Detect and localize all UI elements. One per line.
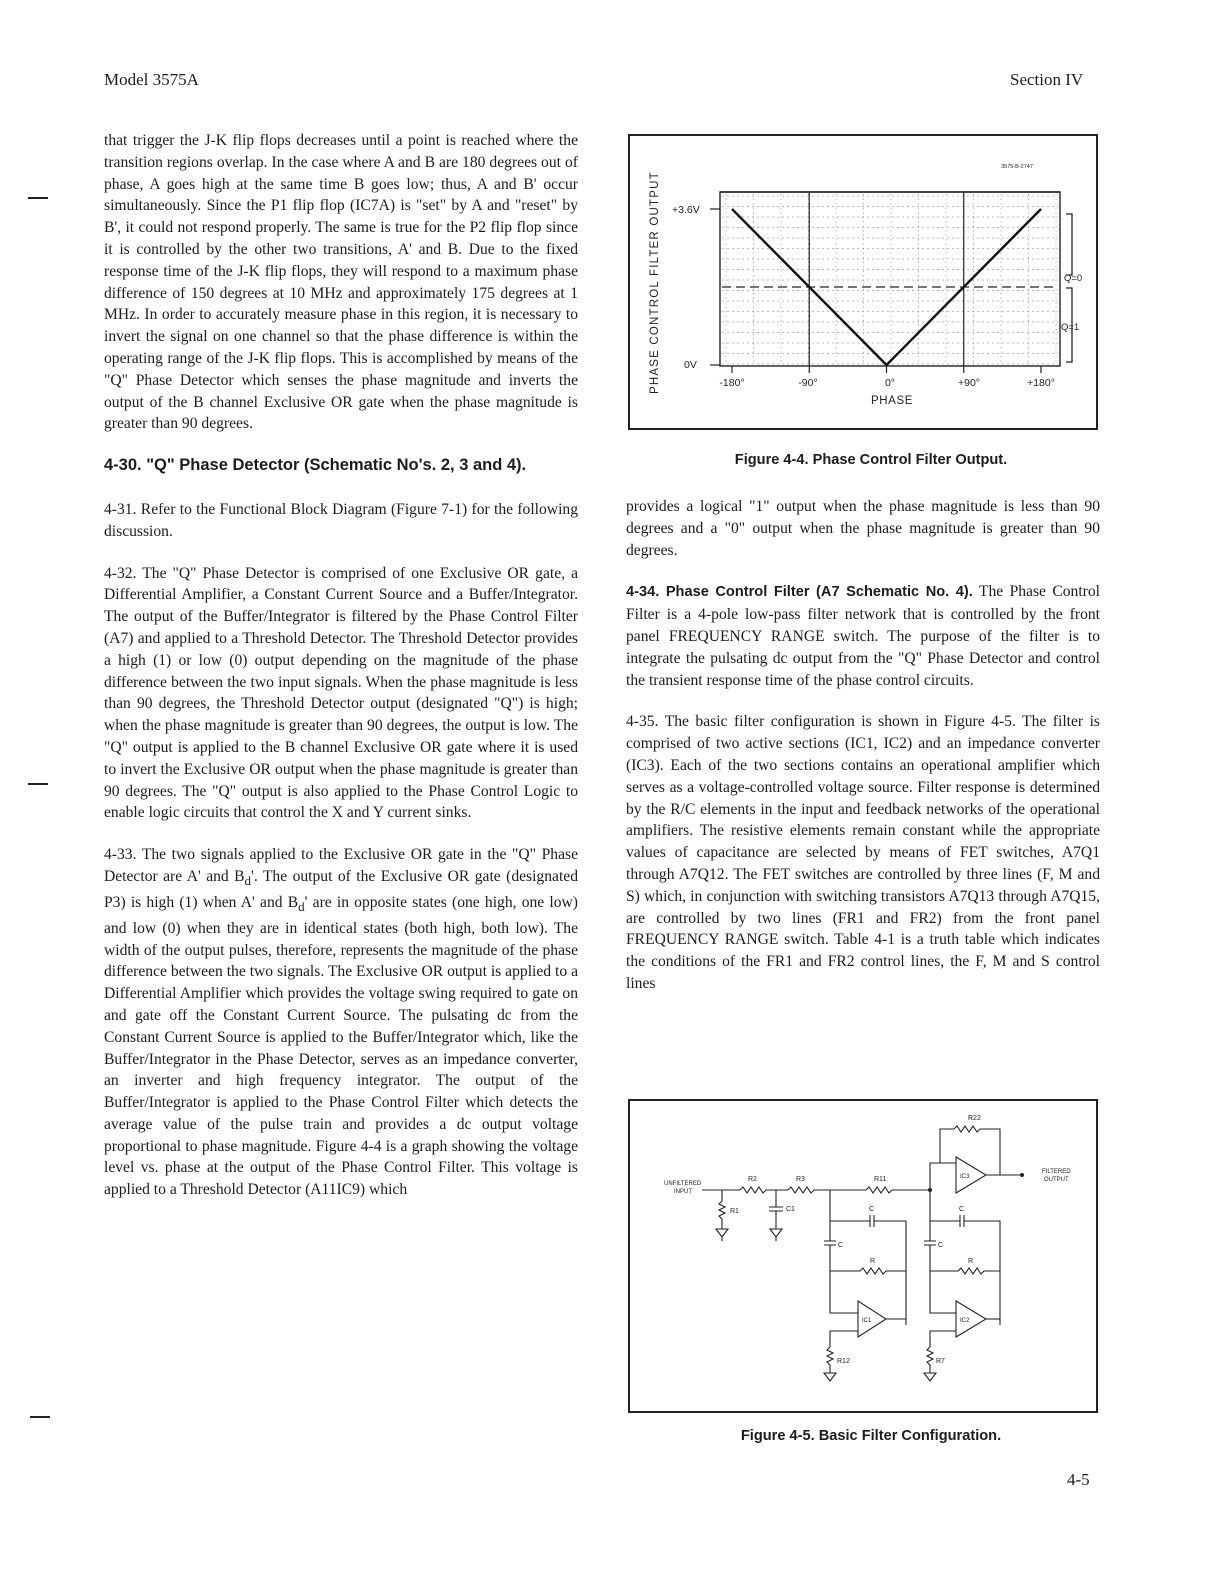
ground-c1 [770,1229,782,1241]
ground-r12 [824,1373,836,1381]
paragraph-4-32: 4-32. The "Q" Phase Detector is comprised of one Exclusive OR gate, a Differential Amplifier, a Constant Current Source and a Buffer/Integrator. The output of the Buffer/Integrator is filtered by the Phase Control Filter (A7) and applied to a Threshold Detector. The Threshold Detector provides a high (1) or low (0) output depending on the magnitude of the phase difference between the two input signals. When the phase magnitude is less than 90 degrees, the Threshold Detector output (designated "Q") is high; when the phase magnitude is greater than 90 degrees, the output is low. The "Q" output is applied to the B channel Exclusive OR gate where it is used to invert the Exclusive OR output when the phase magnitude is greater than 90 degrees. The "Q" output is also applied to the Phase Control Logic to enable logic circuits that control the X and Y current sinks. [104,564,578,822]
xtick-label-neg90: -90° [798,377,818,389]
chart-xlabel: PHASE [871,395,913,407]
xtick-label-pos180: +180° [1027,377,1055,389]
paragraph-4-35: 4-35. The basic filter configuration is shown in Figure 4-5. The filter is comprised of two active sections (IC1, IC2) and an impedance converter (IC3). Each of the two sections contains an operational amplifier which serves as a voltage-controlled voltage source. Filter response is determined by the R/C elements in the input and feedback networks of the operational amplifiers. The resistive elements remain constant while the appropriate values of capacitance are selected by means of FET switches, A7Q1 through A7Q12. The FET switches are controlled by three lines (F, M and S) which, in conjunction with switching transistors A7Q13 through A7Q15, are controlled by two lines (FR1 and FR2) from the front panel FREQUENCY RANGE switch. Table 4-1 is a truth table which indicates the conditions of the FR1 and FR2 control lines, the F, M and S control lines [626,713,1100,992]
wire-to-ic2 [930,1293,956,1313]
xtick-label-neg180: -180° [719,377,745,389]
right-column [626,496,1100,995]
label-c-d: C [938,1242,944,1249]
resistor-r22 [954,1126,1000,1175]
header-model: Model 3575A [104,70,199,89]
wire-r22 [940,1129,954,1163]
label-ic1: IC1 [862,1318,872,1324]
resistor-r2 [740,1187,766,1193]
cap-c-a [870,1215,874,1227]
figure-4-5 [628,1099,1098,1413]
resistor-r1 [719,1201,725,1219]
header-section: Section IV [1010,70,1084,89]
paragraph-4-31: 4-31. Refer to the Functional Block Diagram (Figure 7-1) for the following discussion. [104,500,578,540]
label-ic2: IC2 [960,1318,970,1324]
ytick-label-top: +3.6V [672,204,700,216]
output-label-2: OUTPUT [1044,1177,1069,1183]
input-label-1: UNFILTERED [664,1181,702,1187]
label-r1: R1 [730,1208,739,1215]
xtick-label-pos90: +90° [957,377,981,389]
paragraph-4-34: 4-34. Phase Control Filter (A7 Schematic No. 4). The Phase Control Filter is a 4-pole low-pass filter network that is controlled by the front panel FREQUENCY RANGE switch. The purpose of the filter is to integrate the pulsating dc output from the "Q" Phase Detector and control the transient response time of the phase control circuits. [626,583,1100,689]
wire-to-ic1 [830,1293,858,1313]
q0-bracket [1066,214,1072,275]
wire-r12 [830,1331,858,1347]
label-c-a: C [869,1206,875,1213]
wire-c-a [874,1221,906,1325]
paragraph-4-33: 4-33. The two signals applied to the Exclusive OR gate in the "Q" Phase Detector are A' and $B_d'$. The output of the Exclusive OR gate (designated P3) is high (1) when A' and $B_d'$ are in opposite states (one high, one low) and low (0) when they are in identical states (both high, both low). The width of the output pulses, therefore, represents the magnitude of the phase difference between the two signals. The Exclusive OR output is applied to a Differential Amplifier which provides the voltage swing required to gate on and gate off the Constant Current Source. The pulsating dc from the Constant Current Source is applied to the Buffer/Integrator which, like the Buffer/Integrator in the Phase Detector, serves as an impedance converter, an inverter and high frequency integrator. The output of the Buffer/Integrator is applied to the Phase Control Filter which detects the average value of the pulse train and provides a dc output voltage proportional to phase magnitude. Figure 4-4 is a graph showing the voltage level vs. phase at the output of the Phase Control Filter. This voltage is applied to a Threshold Detector (A11IC9) which [104,846,578,1199]
margin-mark [28,197,48,199]
paragraph-intro: that trigger the J-K flip flops decreases until a point is reached where the transition regions overlap. In the case where A and B are 180 degrees out of phase, A goes high at the same time B goes low; thus, A and B' occur simultaneously. Since the P1 flip flop (IC7A) is "set" by A and "reset" by B', it could not respond properly. The same is true for the P2 flip flop since it is controlled by the other two transitions, A' and B. Due to the fixed response time of the J-K flip flops, they will respond to a maximum phase difference of 150 degrees at 10 MHz and approximately 175 degrees at 1 MHz. In order to accurately measure phase in this region, it is necessary to invert the signal on one channel so that the phase difference is within the operating range of the J-K flip flops. This is accomplished by means of the "Q" Phase Detector which senses the phase magnitude and inverts the output of the B channel Exclusive OR gate when the phase magnitude is greater than 90 degrees. [104,132,578,433]
ground-r1 [716,1219,728,1241]
margin-mark [30,1416,50,1418]
label-r11: R11 [874,1176,887,1183]
wire-c-d [924,1221,936,1293]
resistor-r7 [927,1347,933,1373]
resistor-r3 [788,1187,814,1193]
chart-drawing-number: 3575-B-2747 [1001,164,1033,170]
left-column [104,130,578,1201]
label-r7: R7 [936,1358,945,1365]
label-c-b: C [838,1242,844,1249]
resistor-r-b [930,1268,1000,1274]
ground-r7 [924,1373,936,1381]
node-dot [928,1188,932,1192]
label-r-a: R [870,1258,876,1265]
resistor-r12 [827,1347,833,1373]
resistor-r-a [830,1268,906,1274]
chart-plot-frame [720,192,1060,366]
label-r22: R22 [968,1115,981,1122]
wire-section2 [930,1190,960,1221]
q0-label: Q=0 [1064,273,1083,284]
ytick-label-bottom: 0V [684,359,697,371]
paragraph-continued: provides a logical "1" output when the phase magnitude is less than 90 degrees and a "0" output when the phase magnitude is greater than 90 degrees. [626,498,1100,559]
wire-section1 [830,1190,870,1221]
filter-schematic [630,1101,1096,1411]
q1-label: Q=1 [1061,322,1080,333]
phase-filter-chart [630,136,1096,428]
cap-c-c [960,1215,964,1227]
chart-grid [722,192,1058,373]
chart-ylabel: PHASE CONTROL FILTER OUTPUT [649,171,661,394]
wire-to-ic3 [930,1163,956,1190]
wire-c-b [824,1221,836,1293]
margin-mark [28,783,48,785]
figure-4-5-caption: Figure 4-5. Basic Filter Configuration. [740,1428,1002,1444]
label-r-b: R [968,1258,974,1265]
label-c1: C1 [786,1206,795,1213]
label-r12: R12 [837,1358,850,1365]
wire-c1 [769,1190,783,1229]
figure-4-4 [628,134,1098,430]
page-number: 4-5 [1067,1470,1090,1489]
heading-4-34: 4-34. Phase Control Filter (A7 Schematic No. 4). [626,584,973,601]
label-r2: R2 [748,1176,757,1183]
resistor-r11 [866,1187,892,1193]
label-ic3: IC3 [960,1174,970,1180]
wire-r7 [930,1331,956,1347]
label-c-c: C [959,1206,965,1213]
output-dot [1020,1173,1024,1177]
figure-4-4-caption: Figure 4-4. Phase Control Filter Output. [734,452,1008,468]
input-label-2: INPUT [674,1189,692,1195]
output-label-1: FILTERED [1042,1169,1071,1175]
section-title-4-30: 4-30. "Q" Phase Detector (Schematic No's. 2, 3 and 4). [104,456,527,475]
xtick-label-0: 0° [884,377,896,389]
label-r3: R3 [796,1176,805,1183]
